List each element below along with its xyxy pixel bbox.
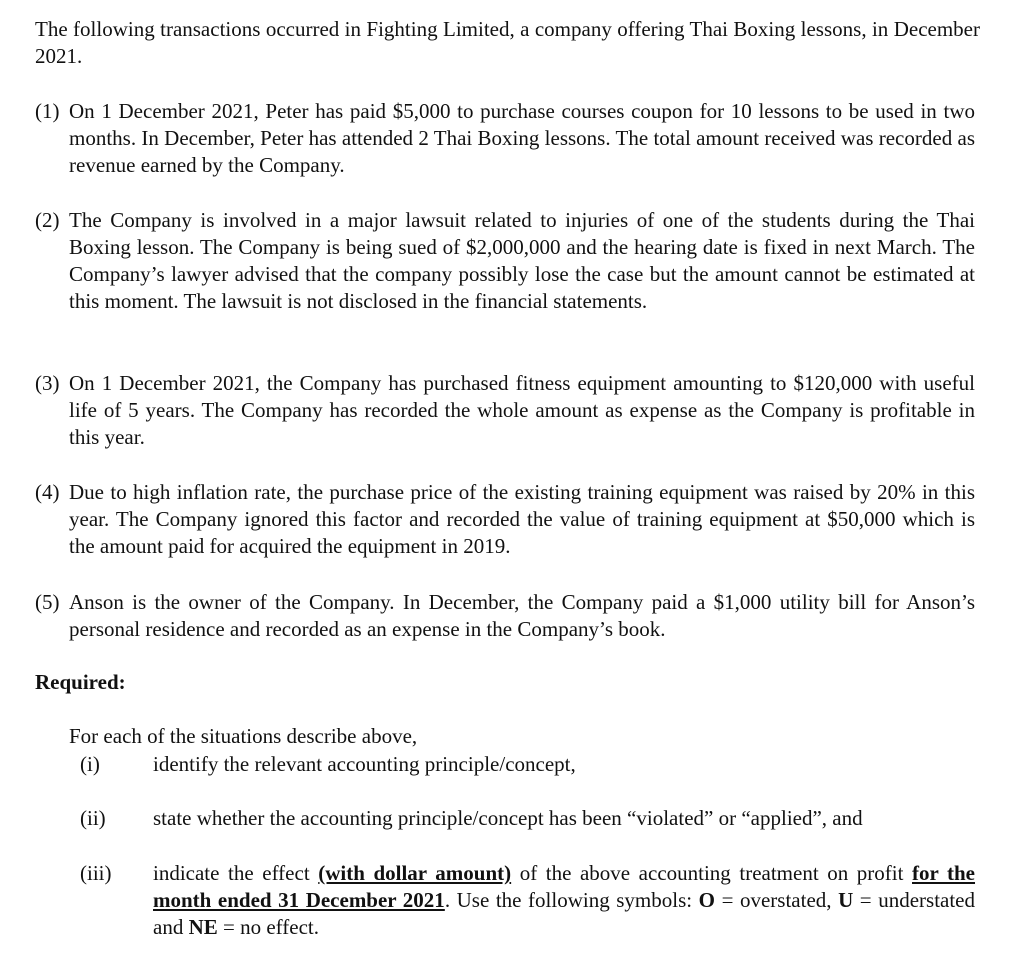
transaction-item-4 xyxy=(35,479,975,560)
transaction-item-5 xyxy=(35,589,975,643)
text-segment: indicate the effect xyxy=(153,861,319,885)
requirement-number: (iii) xyxy=(80,861,112,885)
transaction-item-3 xyxy=(35,370,975,451)
requirement-number: (i) xyxy=(80,752,100,776)
intro-paragraph: The following transactions occurred in Fighting Limited, a company offering Thai Boxing lessons, in December 2021. xyxy=(35,17,980,68)
item-number: (3) xyxy=(35,371,60,395)
symbol-no-effect: NE xyxy=(188,915,218,939)
emphasis-period: for the month ended 31 December 2021 xyxy=(153,861,976,912)
text-segment: of the above accounting treatment on profit xyxy=(511,861,913,885)
item-number: (4) xyxy=(35,480,60,504)
item-text: On 1 December 2021, Peter has paid $5,000 to purchase courses coupon for 10 lessons to be used in two months. In December, Peter has attended 2 Thai Boxing lessons. The total amount received was recorded as revenue earned by the Company. xyxy=(69,99,975,177)
requirement-text: identify the relevant accounting principle/concept, xyxy=(153,752,576,776)
item-number: (1) xyxy=(35,99,60,123)
required-lead: For each of the situations describe above, xyxy=(69,724,418,748)
requirement-ii xyxy=(80,805,975,832)
symbol-overstated: O xyxy=(698,888,716,912)
text-segment: = understated and xyxy=(153,888,976,939)
item-text: Anson is the owner of the Company. In December, the Company paid a $1,000 utility bill for Anson’s personal residence and recorded as an expense in the Company’s book. xyxy=(69,590,975,641)
requirement-text: state whether the accounting principle/concept has been “violated” or “applied”, and xyxy=(153,806,863,830)
transaction-item-1 xyxy=(35,98,975,179)
requirement-i xyxy=(80,751,975,778)
requirement-number: (ii) xyxy=(80,806,106,830)
requirement-iii xyxy=(80,860,975,941)
required-heading: Required: xyxy=(35,670,126,694)
symbol-understated: U xyxy=(838,888,854,912)
item-number: (5) xyxy=(35,590,60,614)
requirement-text xyxy=(153,860,975,941)
item-text: The Company is involved in a major lawsuit related to injuries of one of the students during the Thai Boxing lesson. The Company is being sued of $2,000,000 and the hearing date is fixed in next March. The Company’s lawyer advised that the company possibly lose the case but the amount cannot be estimated at this moment. The lawsuit is not disclosed in the financial statements. xyxy=(69,208,975,313)
item-text: On 1 December 2021, the Company has purchased fitness equipment amounting to $120,000 with useful life of 5 years. The Company has recorded the whole amount as expense as the Company is profitable in this year. xyxy=(69,371,975,449)
item-text: Due to high inflation rate, the purchase price of the existing training equipment was raised by 20% in this year. The Company ignored this factor and recorded the value of training equipment at $50,000 which is the amount paid for acquired the equipment in 2019. xyxy=(69,480,975,558)
emphasis-dollar-amount: (with dollar amount) xyxy=(318,861,512,885)
text-segment: = overstated, xyxy=(715,888,839,912)
text-segment: . Use the following symbols: xyxy=(444,888,699,912)
item-number: (2) xyxy=(35,208,60,232)
transaction-item-2 xyxy=(35,207,975,315)
text-segment: = no effect. xyxy=(217,915,320,939)
